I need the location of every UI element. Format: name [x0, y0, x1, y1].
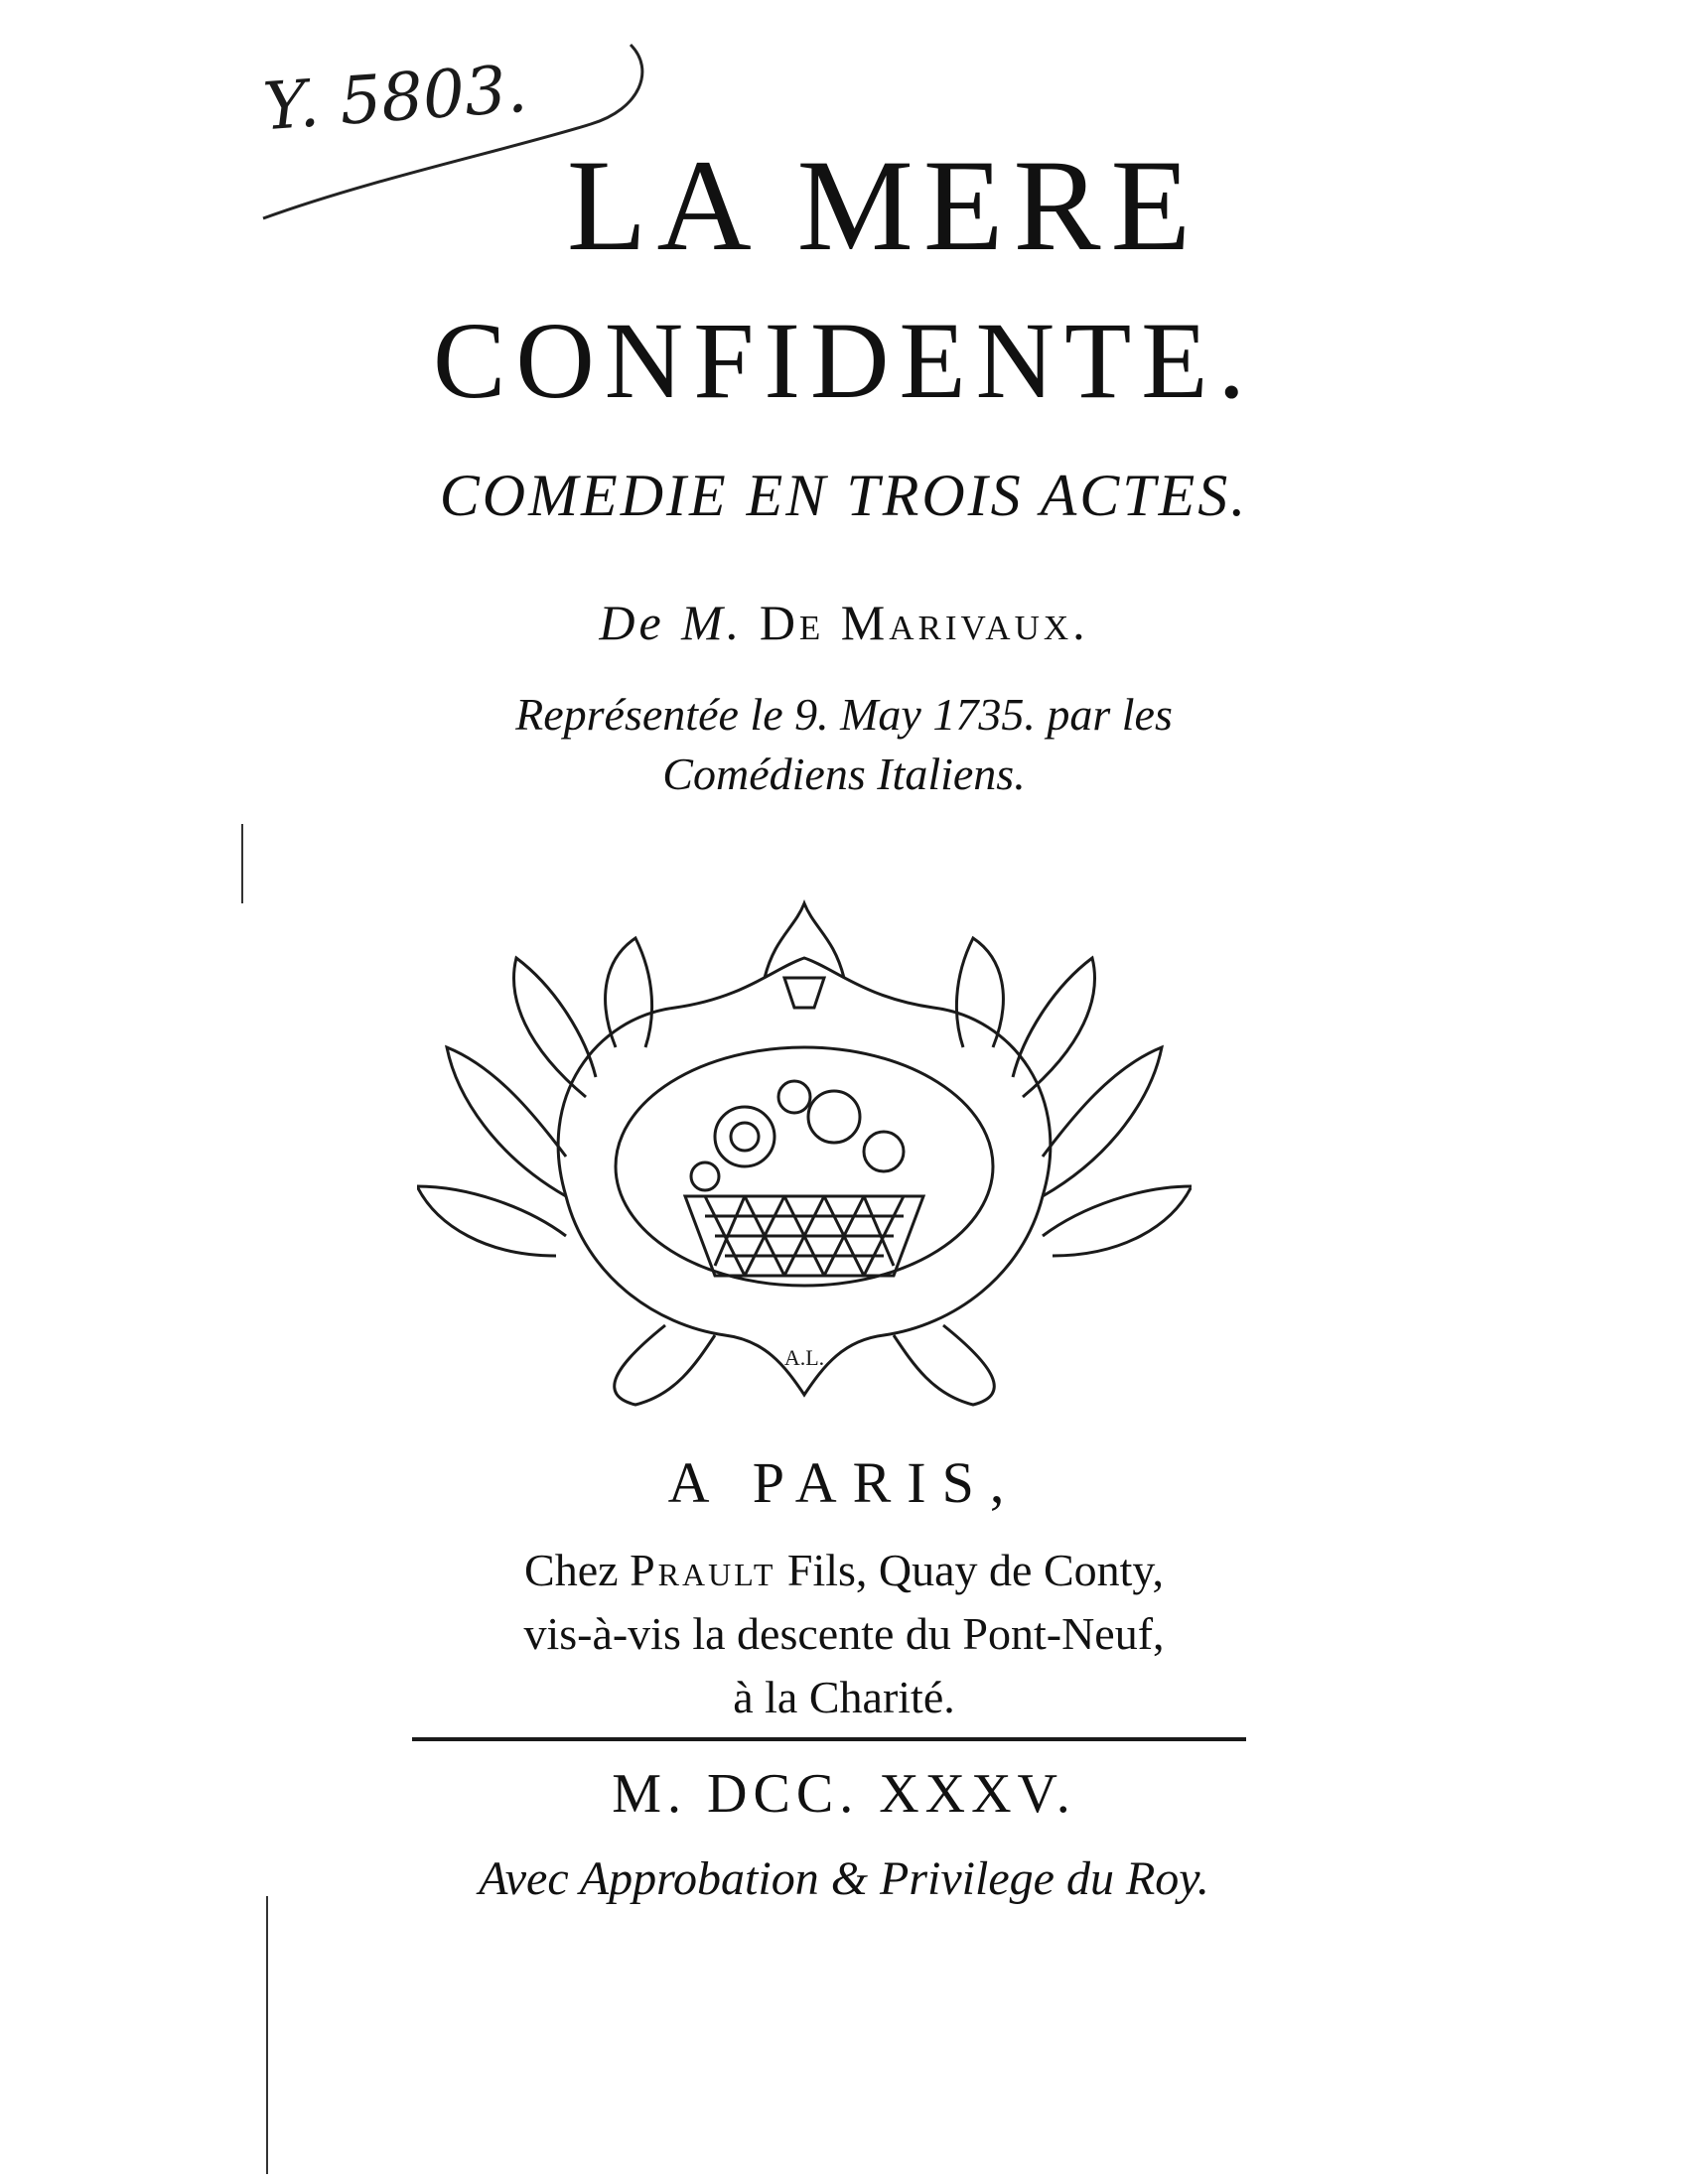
scan-margin-line	[266, 1896, 268, 2174]
publisher-line-2: vis-à-vis la descente du Pont-Neuf,	[523, 1608, 1165, 1659]
performance-line-2: Comédiens Italiens.	[662, 749, 1026, 799]
publisher-prefix: Chez	[524, 1545, 619, 1595]
floral-basket-vignette-icon	[417, 898, 1192, 1415]
imprint-place: A PARIS,	[667, 1450, 1021, 1515]
shelfmark: Y. 5803.	[260, 50, 530, 146]
ornament-monogram: A.L.	[783, 1345, 825, 1370]
scan-margin-line	[241, 824, 243, 903]
subtitle: COMEDIE EN TROIS ACTES.	[439, 463, 1249, 528]
publisher-line-1	[0, 1539, 1688, 1602]
horizontal-rule	[412, 1737, 1246, 1741]
publication-year: M. DCC. XXXV.	[612, 1763, 1076, 1825]
publisher-line-3: à la Charité.	[733, 1672, 955, 1722]
publisher-rest: Fils, Quay de Conty,	[786, 1545, 1164, 1595]
privilege-note: Avec Approbation & Privilege du Roy.	[479, 1852, 1209, 1905]
performance-line-1: Représentée le 9. May 1735. par les	[515, 689, 1173, 740]
title-line-1: LA MERE	[566, 132, 1201, 278]
publisher-name: Prault	[630, 1545, 776, 1595]
author-line	[0, 594, 1688, 651]
imprint-publisher	[0, 1539, 1688, 1729]
title-line-2: CONFIDENTE.	[432, 300, 1255, 421]
author-name: De Marivaux.	[759, 595, 1089, 650]
author-prefix: De M.	[599, 595, 744, 650]
performance-note	[0, 685, 1688, 804]
